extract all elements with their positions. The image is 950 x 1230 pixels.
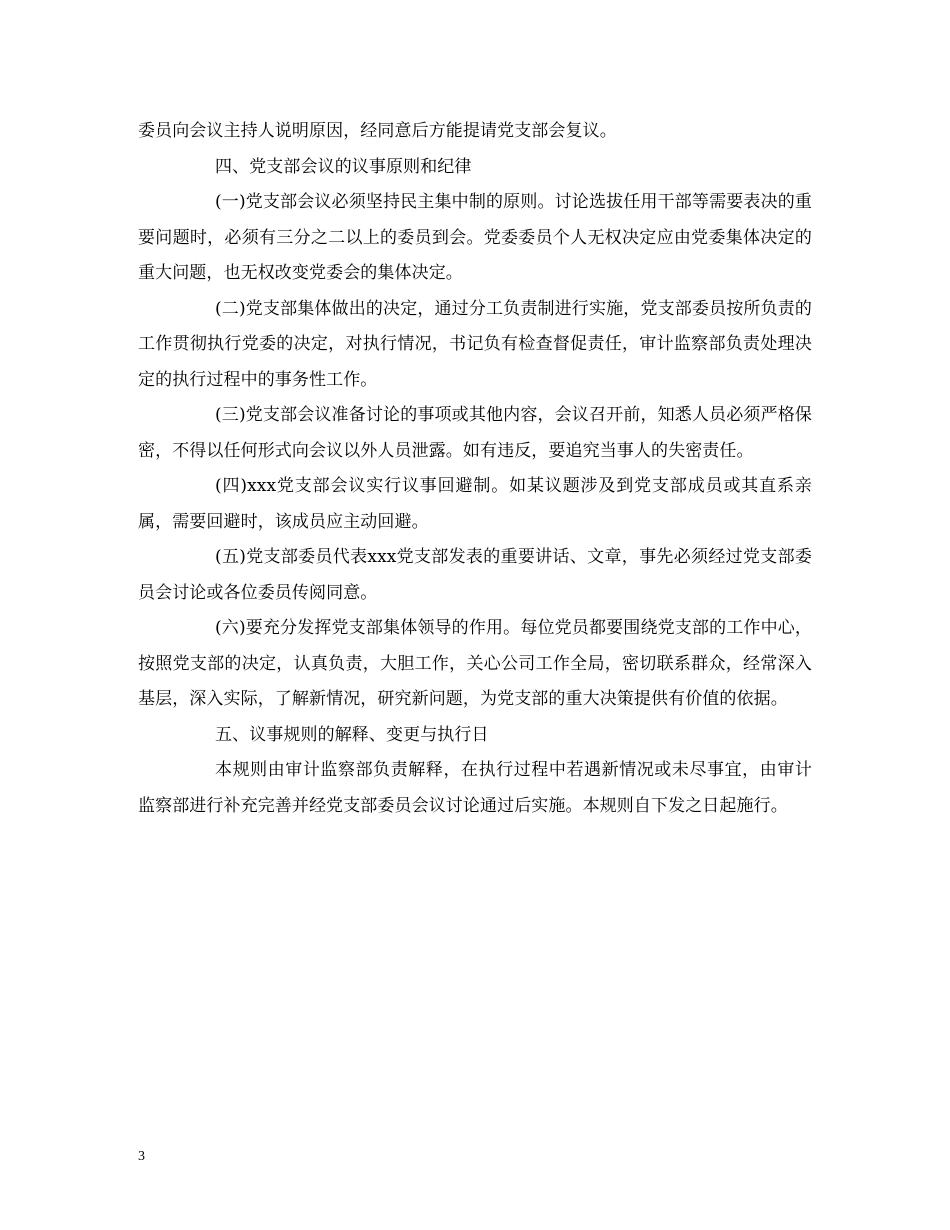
paragraph-item-5: (五)党支部委员代表xxx党支部发表的重要讲话、文章，事先必须经过党支部委员会讨论或各位委员传阅同意。 xyxy=(138,547,812,603)
paragraph-item-6: (六)要充分发挥党支部集体领导的作用。每位党员都要围绕党支部的工作中心，按照党支部的决定，认真负责，大胆工作，关心公司工作全局，密切联系群众，经常深入基层，深入实际，了解新情况，研究新问题，为党支部的重大决策提供有价值的依据。 xyxy=(138,618,812,709)
paragraph-item-1: (一)党支部会议必须坚持民主集中制的原则。讨论选拔任用干部等需要表决的重要问题时，必须有三分之二以上的委员到会。党委委员个人无权决定应由党委集体决定的重大问题，也无权改变党委会的集体决定。 xyxy=(138,192,812,283)
paragraph-item-2: (二)党支部集体做出的决定，通过分工负责制进行实施，党支部委员按所负责的工作贯彻执行党委的决定，对执行情况，书记负有检查督促责任，审计监察部负责处理决定的执行过程中的事务性工作。 xyxy=(138,298,812,390)
paragraph-final: 本规则由审计监察部负责解释，在执行过程中若遇新情况或未尽事宜，由审计监察部进行补充完善并经党支部委员会议讨论通过后实施。本规则自下发之日起施行。 xyxy=(138,760,812,816)
page-number: 3 xyxy=(138,1149,145,1164)
paragraph-item-4: (四)xxx党支部会议实行议事回避制。如某议题涉及到党支部成员或其直系亲属，需要回避时，该成员应主动回避。 xyxy=(138,476,812,532)
document-body xyxy=(138,114,812,824)
section-heading-4: 四、党支部会议的议事原则和纪律 xyxy=(215,156,472,177)
paragraph-1: 委员向会议主持人说明原因，经同意后方能提请党支部会复议。 xyxy=(138,121,617,141)
section-heading-5: 五、议事规则的解释、变更与执行日 xyxy=(215,724,489,745)
paragraph-item-3: (三)党支部会议准备讨论的事项或其他内容，会议召开前，知悉人员必须严格保密，不得以任何形式向会议以外人员泄露。如有违反，要追究当事人的失密责任。 xyxy=(138,405,812,461)
